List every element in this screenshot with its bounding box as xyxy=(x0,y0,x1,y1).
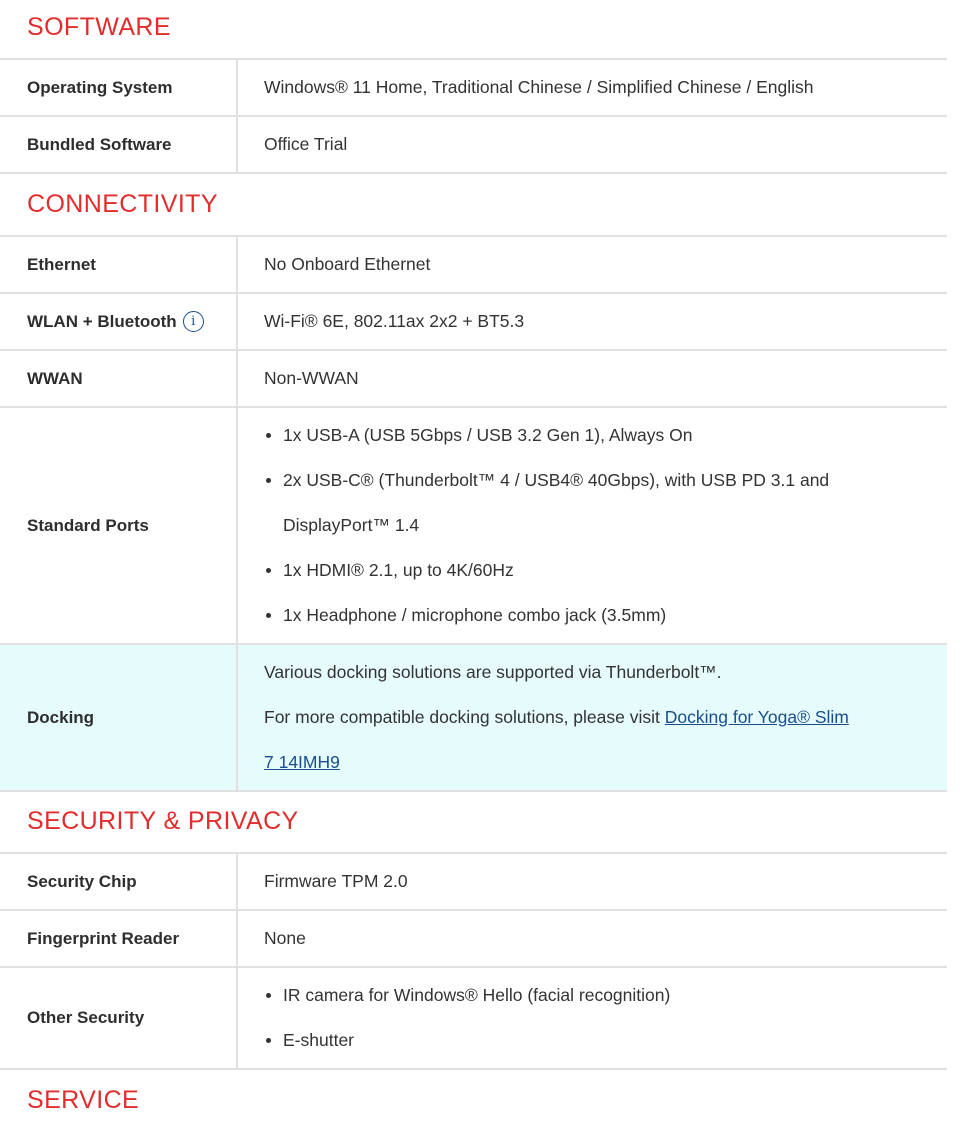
spec-value xyxy=(238,968,947,1068)
section-title-security-privacy: SECURITY & PRIVACY xyxy=(27,807,299,835)
spec-row-bundled-software xyxy=(0,117,947,174)
connectivity-table xyxy=(0,235,947,792)
docking-line-3 xyxy=(264,740,927,785)
spec-row-ethernet xyxy=(0,237,947,294)
docking-line-2 xyxy=(264,695,927,740)
spec-label: Other Security xyxy=(0,968,238,1068)
spec-value xyxy=(238,117,947,172)
spec-label: Security Chip xyxy=(0,854,238,909)
list-item: E-shutter xyxy=(264,1018,927,1063)
list-item: IR camera for Windows® Hello (facial recognition) xyxy=(264,973,927,1018)
spec-row-operating-system xyxy=(0,60,947,117)
spec-value xyxy=(238,294,947,349)
spec-value xyxy=(238,645,947,790)
list-item: 1x Headphone / microphone combo jack (3.5mm) xyxy=(264,593,927,638)
docking-link[interactable]: Docking for Yoga® Slim xyxy=(664,707,849,727)
section-title-service: SERVICE xyxy=(27,1086,140,1114)
ports-list xyxy=(264,413,927,638)
spec-value-text: None xyxy=(264,928,306,948)
spec-row-standard-ports xyxy=(0,408,947,645)
spec-value xyxy=(238,911,947,966)
list-item-continuation: DisplayPort™ 1.4 xyxy=(283,515,420,535)
section-title-software: SOFTWARE xyxy=(27,13,171,41)
docking-link-continued[interactable]: 7 14IMH9 xyxy=(264,752,340,772)
docking-line-1: Various docking solutions are supported via Thunderbolt™. xyxy=(264,662,722,682)
spec-value-text: No Onboard Ethernet xyxy=(264,254,431,274)
spec-label: Docking xyxy=(0,645,238,790)
spec-label: Bundled Software xyxy=(0,117,238,172)
software-table xyxy=(0,58,947,174)
spec-label: WWAN xyxy=(0,351,238,406)
spec-label xyxy=(0,294,238,349)
security-list xyxy=(264,973,927,1063)
spec-value xyxy=(238,408,947,643)
security-table xyxy=(0,852,947,1070)
spec-label: Fingerprint Reader xyxy=(0,911,238,966)
spec-row-wlan-bluetooth xyxy=(0,294,947,351)
list-item: 2x USB-C® (Thunderbolt™ 4 / USB4® 40Gbps), with USB PD 3.1 and xyxy=(264,458,927,503)
spec-row-docking xyxy=(0,645,947,792)
spec-row-security-chip xyxy=(0,854,947,911)
docking-line-2-text: For more compatible docking solutions, please visit xyxy=(264,707,665,727)
spec-value xyxy=(238,351,947,406)
spec-label: Ethernet xyxy=(0,237,238,292)
spec-label: Standard Ports xyxy=(0,408,238,643)
spec-row-wwan xyxy=(0,351,947,408)
spec-row-fingerprint-reader xyxy=(0,911,947,968)
spec-value-text: Windows® 11 Home, Traditional Chinese / Simplified Chinese / English xyxy=(264,77,814,97)
info-icon[interactable]: i xyxy=(183,311,204,332)
spec-label-text: WLAN + Bluetooth xyxy=(27,311,177,331)
spec-value-text: Non-WWAN xyxy=(264,368,359,388)
spec-label: Operating System xyxy=(0,60,238,115)
spec-value-text: Firmware TPM 2.0 xyxy=(264,871,408,891)
spec-value xyxy=(238,854,947,909)
spec-value xyxy=(238,237,947,292)
list-item: 1x HDMI® 2.1, up to 4K/60Hz xyxy=(264,548,927,593)
spec-value-text: Wi-Fi® 6E, 802.11ax 2x2 + BT5.3 xyxy=(264,311,525,331)
spec-row-other-security xyxy=(0,968,947,1070)
list-item: 1x USB-A (USB 5Gbps / USB 3.2 Gen 1), Always On xyxy=(264,413,927,458)
section-title-connectivity: CONNECTIVITY xyxy=(27,190,218,218)
spec-value-text: Office Trial xyxy=(264,134,348,154)
spec-value xyxy=(238,60,947,115)
